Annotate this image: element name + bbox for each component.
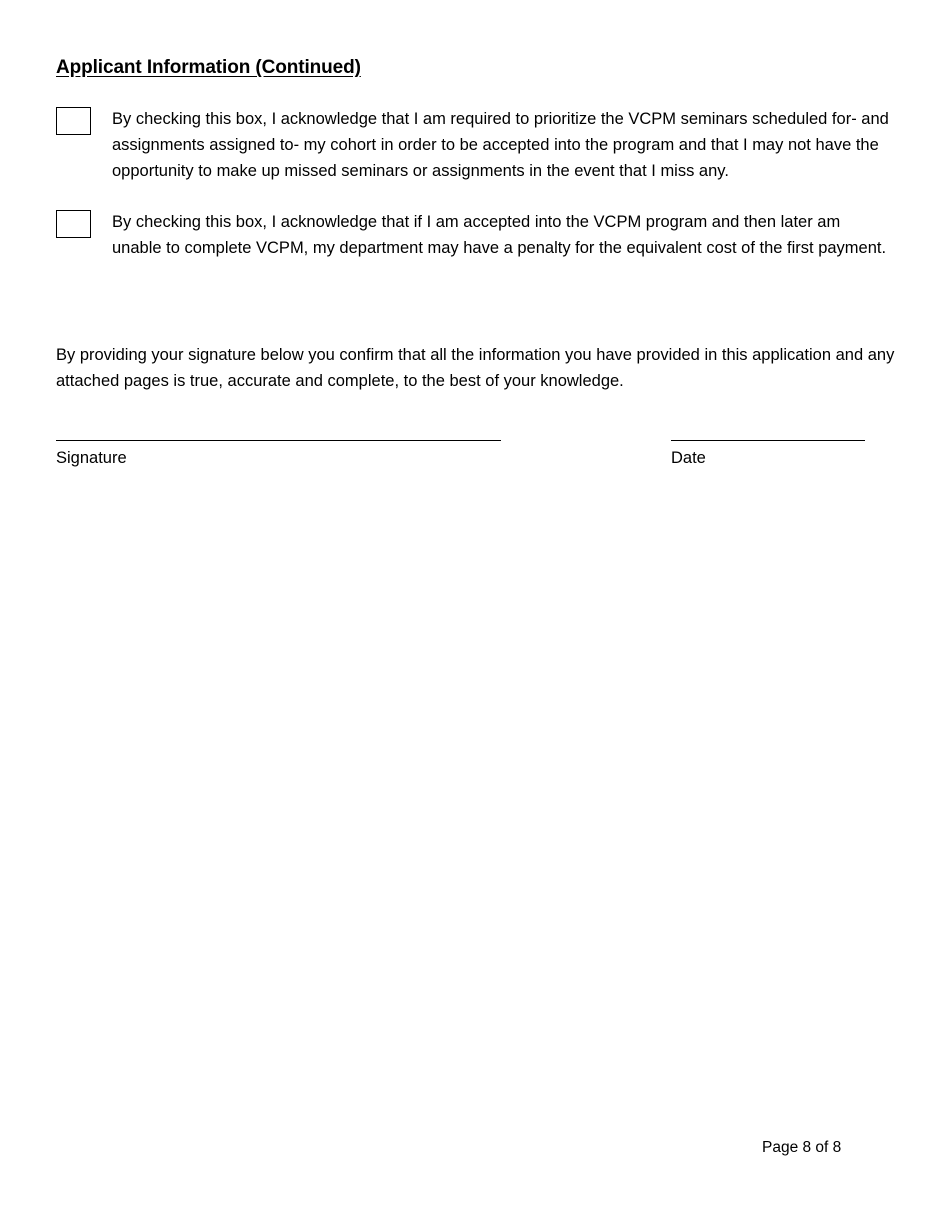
date-label: Date	[671, 449, 706, 467]
acknowledgement-checkbox-prioritize-seminars[interactable]	[56, 107, 91, 135]
signature-line[interactable]	[56, 440, 501, 441]
acknowledgement-text-prioritize-seminars: By checking this box, I acknowledge that I am required to prioritize the VCPM seminars scheduled for- and assignments assigned to- my cohort in order to be accepted into the program and that I may not have the opportunity to make up missed seminars or assignments in the event that I miss any.	[112, 110, 889, 180]
signature-confirmation-text: By providing your signature below you confirm that all the information you have provided in this application and any attached pages is true, accurate and complete, to the best of your knowledge.	[56, 346, 895, 390]
acknowledgement-checkbox-department-penalty[interactable]	[56, 210, 91, 238]
signature-label: Signature	[56, 449, 127, 467]
date-line[interactable]	[671, 440, 865, 441]
section-heading: Applicant Information (Continued)	[56, 57, 361, 78]
page-number: Page 8 of 8	[762, 1139, 842, 1156]
acknowledgement-text-department-penalty: By checking this box, I acknowledge that if I am accepted into the VCPM program and then later am unable to complete VCPM, my department may have a penalty for the equivalent cost of the first payment.	[112, 213, 887, 257]
